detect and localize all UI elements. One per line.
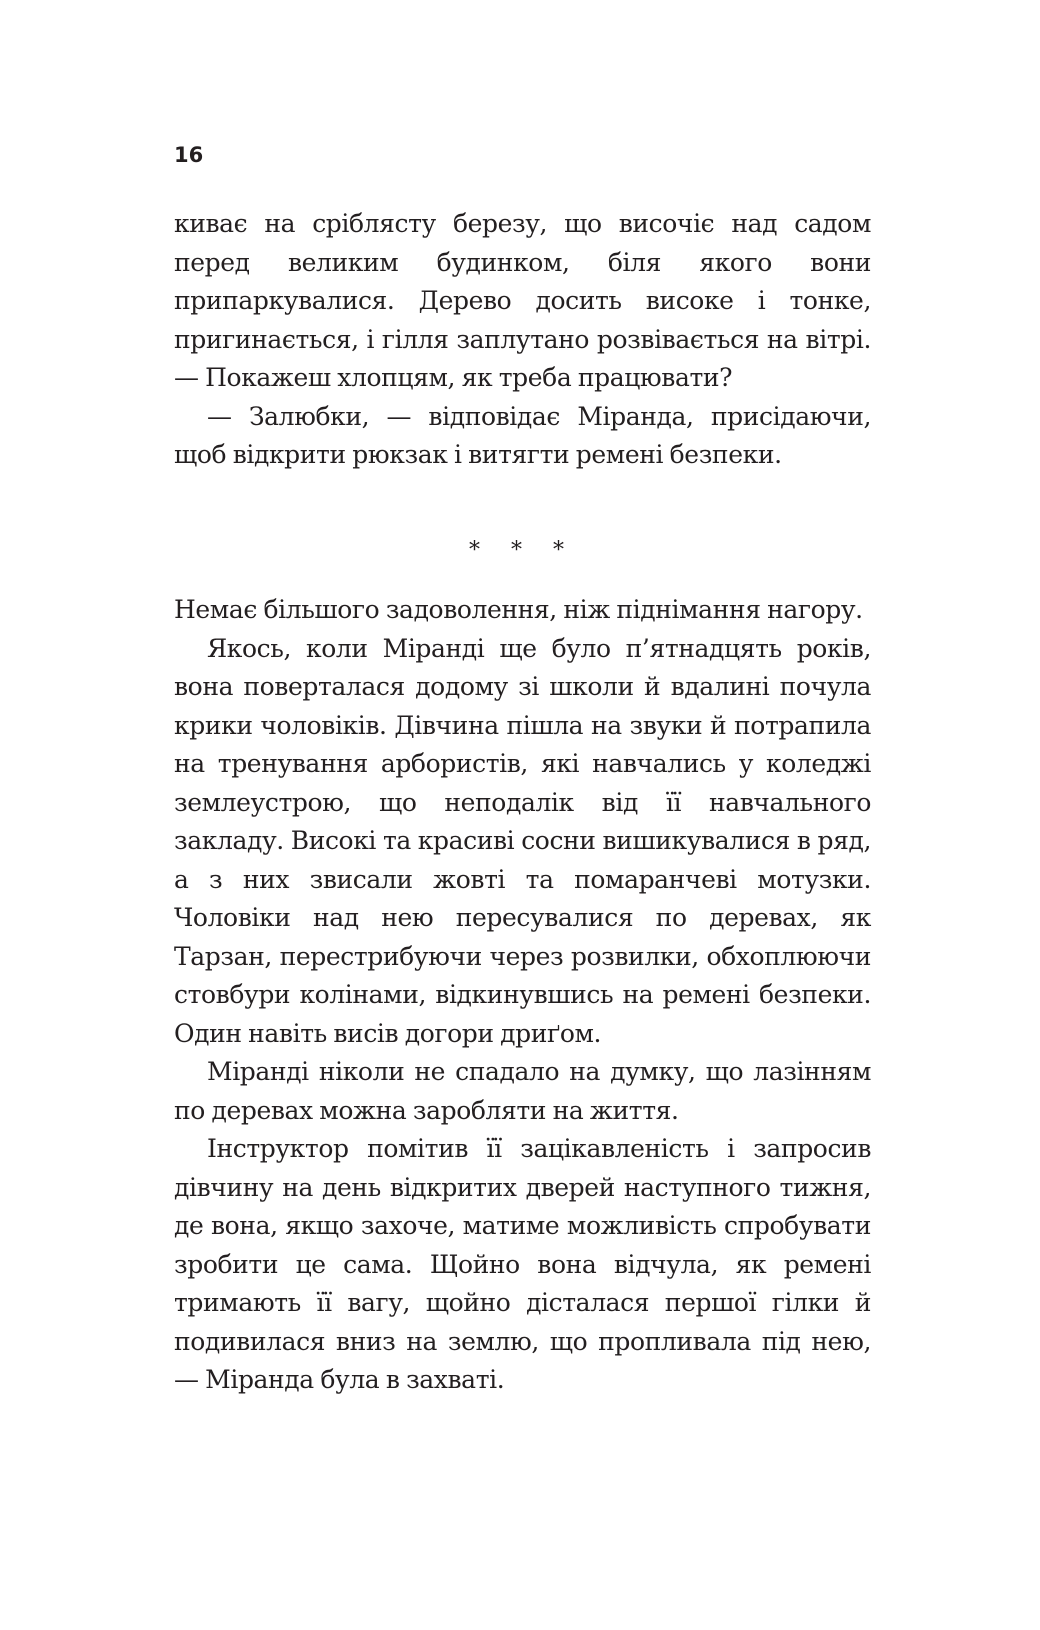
text-block-section: [174, 591, 871, 1400]
text-block-continuation: [174, 205, 871, 475]
page-number: 16: [174, 143, 204, 167]
paragraph: Міранді ніколи не спадало на думку, що лазінням по деревах можна заробляти на життя.: [174, 1057, 871, 1125]
paragraph: Якось, коли Міранді ще було п’ятнадцять років, вона поверталася додому зі школи й вдалині почула крики чоловіків. Дівчина пішла на звуки й потрапила на тренування арбористів, які навчались у коледжі землеустрою, що неподалік від її навчального закладу. Високі та красиві сосни вишикувалися в ряд, а з них звисали жовті та помаранчеві мотузки. Чоловіки над нею пересувалися по деревах, як Тарзан, перестрибуючи через розвилки, обхоплюючи стовбури колінами, відкинувшись на ремені безпеки. Один навіть висів догори дриґом.: [174, 633, 871, 1048]
paragraph: Немає більшого задоволення, ніж піднімання нагору.: [174, 595, 863, 624]
paragraph: Інструктор помітив її зацікавленість і запросив дівчину на день відкритих дверей наступного тижня, де вона, якщо захоче, матиме можливість спробувати зробити це сама. Щойно вона відчула, як ремені тримають її вагу, щойно дісталася першої гілки й подивилася вниз на землю, що пропливала під нею, — Міранда була в захваті.: [174, 1134, 871, 1394]
paragraph: киває на сріблясту березу, що височіє над садом перед великим будинком, біля якого вони припаркувалися. Дерево досить високе і тонке, пригинається, і гілля заплутано розвівається на вітрі. — Покажеш хлопцям, як треба працювати?: [174, 209, 871, 392]
section-separator: * * *: [469, 538, 576, 563]
paragraph: — Залюбки, — відповідає Міранда, присідаючи, щоб відкрити рюкзак і витягти ремені безпеки.: [174, 401, 871, 469]
